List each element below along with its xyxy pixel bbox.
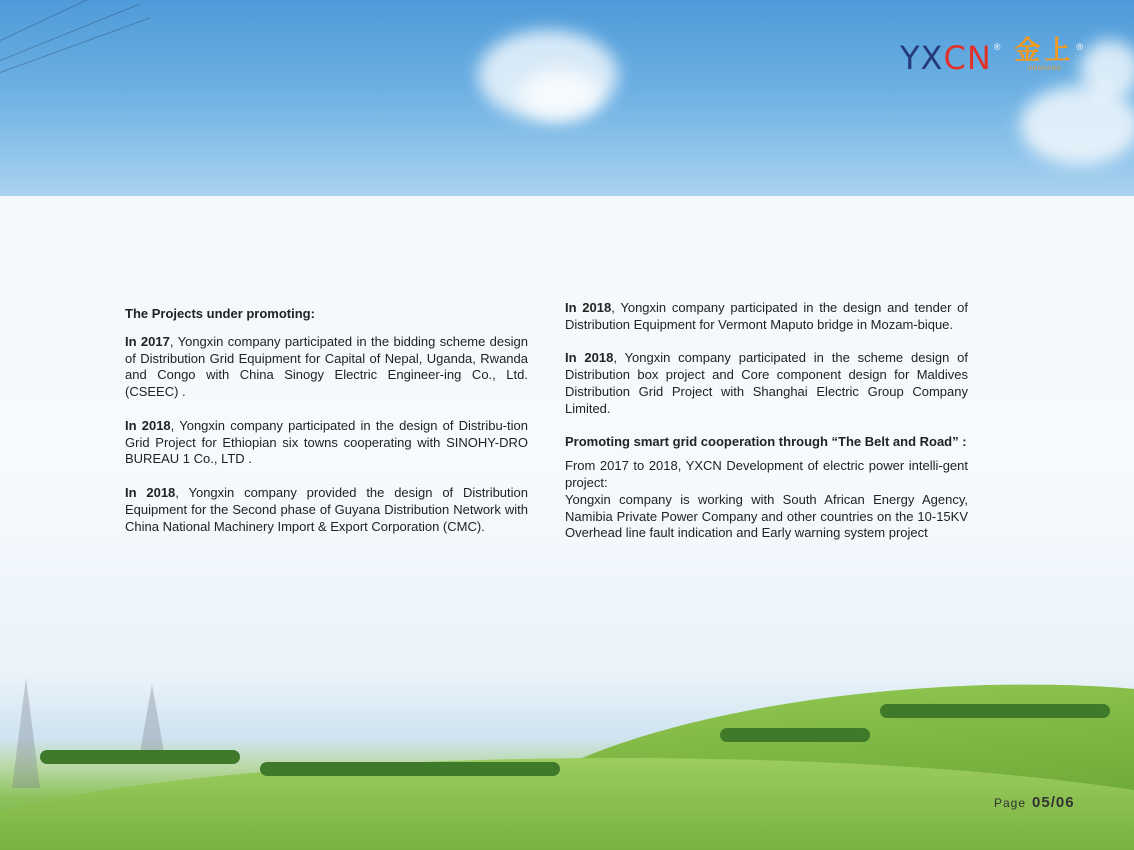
logo-text-cn: CN <box>943 39 992 77</box>
company-logo <box>900 36 1083 80</box>
paragraph-text: , Yongxin company participated in the design and tender of Distribution Equipment for Vermont Maputo bridge in Mozam-bique. <box>565 300 968 332</box>
project-paragraph <box>125 485 528 535</box>
logo-chinese-subtext: JINSHANG <box>1027 66 1062 72</box>
registered-mark-2: ® <box>1076 42 1084 52</box>
transmission-tower-icon <box>12 678 40 788</box>
grassland-footer <box>0 678 1134 850</box>
paragraph-year: In 2018 <box>125 484 176 500</box>
page-number-value: 05/06 <box>1032 794 1075 811</box>
page-number <box>994 794 1075 811</box>
project-paragraph <box>565 350 968 417</box>
project-paragraph <box>125 334 528 401</box>
tree-line <box>260 762 560 776</box>
right-column <box>565 300 968 542</box>
tree-line <box>720 728 870 742</box>
paragraph-year: In 2017 <box>125 333 170 349</box>
paragraph-text: , Yongxin company participated in the scheme design of Distribution box project and Core component design for Maldives Distribution Grid Project with Shanghai Electric Group Company Limited. <box>565 350 968 416</box>
logo-chinese-text: 金上 <box>1014 36 1075 66</box>
logo-chinese <box>1014 36 1074 72</box>
tree-line <box>40 750 240 764</box>
belt-road-heading: Promoting smart grid cooperation through “The Belt and Road” : <box>565 434 967 450</box>
cloud <box>520 70 600 120</box>
power-line <box>0 0 109 41</box>
sky-banner <box>0 0 1134 196</box>
paragraph-text: , Yongxin company provided the design of Distribution Equipment for the Second phase of Guyana Distribution Network with China National Machinery Import & Export Corporation (CMC). <box>125 484 528 534</box>
belt-road-body: Yongxin company is working with South African Energy Agency, Namibia Private Power Company and other countries on the 10-15KV Overhead line fault indication and Early warning system project <box>565 491 968 541</box>
power-line <box>0 17 151 73</box>
left-column <box>125 306 528 552</box>
logo-text-yx: YX <box>900 39 944 77</box>
paragraph-text: , Yongxin company participated in the bidding scheme design of Distribution Grid Equipment for Capital of Nepal, Uganda, Rwanda and Congo with China Sinogy Electric Engineer-ing Co., Ltd. (CSEEC) . <box>125 333 528 400</box>
paragraph-text: , Yongxin company participated in the design of Distribu-tion Grid Project for Ethiopian six towns cooperating with SINOHY-DRO BUREAU 1 Co., LTD . <box>125 417 528 467</box>
project-paragraph <box>125 418 528 468</box>
belt-road-intro: From 2017 to 2018, YXCN Development of electric power intelli-gent project: <box>565 458 968 490</box>
cloud <box>1080 40 1134 100</box>
project-paragraph <box>565 300 968 334</box>
tree-line <box>880 704 1110 718</box>
paragraph-year: In 2018 <box>125 417 171 433</box>
projects-heading: The Projects under promoting: <box>125 306 315 321</box>
paragraph-year: In 2018 <box>565 300 612 315</box>
paragraph-year: In 2018 <box>565 350 614 366</box>
registered-mark: ® <box>993 42 1001 52</box>
power-line <box>0 4 139 61</box>
page-label: Page <box>994 796 1027 810</box>
green-hill <box>0 758 1134 850</box>
